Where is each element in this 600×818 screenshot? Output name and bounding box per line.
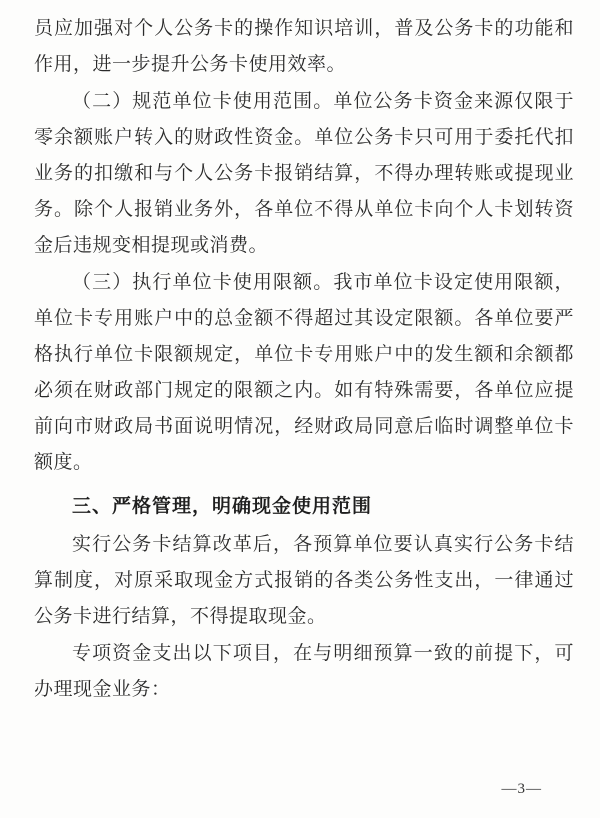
paragraph-staff-training: 员应加强对个人公务卡的操作知识培训，普及公务卡的功能和作用，进一步提升公务卡使用效率。 [34, 17, 574, 75]
section-heading-cash-management: 三、严格管理，明确现金使用范围 [72, 495, 373, 517]
page-number: —3— [501, 781, 542, 797]
paragraph-unit-card-limit: （三）执行单位卡使用限额。我市单位卡设定使用限额，单位卡专用账户中的总金额不得超过其设定限额。各单位要严格执行单位卡限额规定，单位卡专用账户中的发生额和余额都必须在财政部门规定的限额之内。如有特殊需要，各单位应提前向市财政局书面说明情况，经财政局同意后临时调整单位卡额度。 [34, 271, 574, 473]
paragraph-unit-card-scope: （二）规范单位卡使用范围。单位公务卡资金来源仅限于零余额账户转入的财政性资金。单位公务卡只可用于委托代扣业务的扣缴和与个人公务卡报销结算，不得办理转账或提现业务。除个人报销业务外，各单位不得从单位卡向个人卡划转资金后违规变相提现或消费。 [34, 90, 574, 256]
paragraph-special-funds: 专项资金支出以下项目，在与明细预算一致的前提下，可办理现金业务： [34, 642, 574, 700]
paragraph-card-settlement: 实行公务卡结算改革后，各预算单位要认真实行公务卡结算制度，对原采取现金方式报销的各类公务性支出，一律通过公务卡进行结算，不得提取现金。 [34, 533, 574, 627]
document-body [34, 10, 574, 708]
